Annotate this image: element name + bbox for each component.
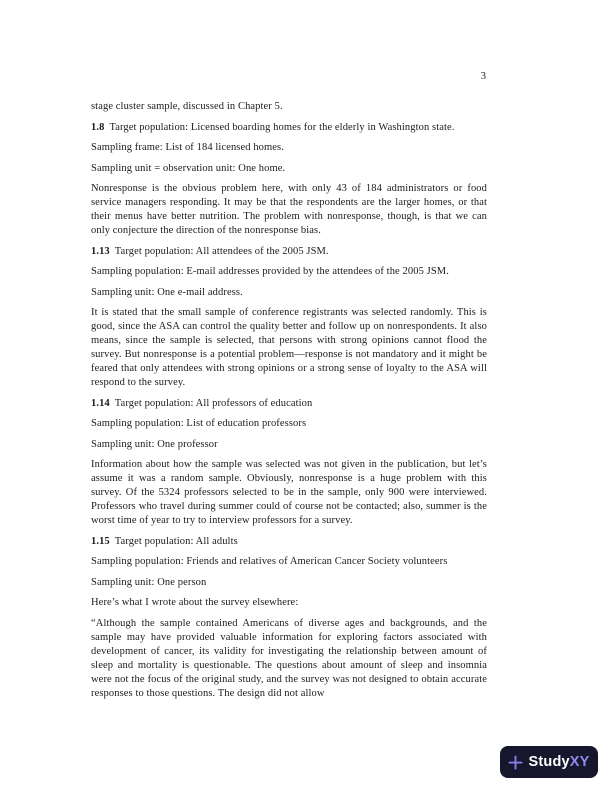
paragraph-text: stage cluster sample, discussed in Chapter 5. xyxy=(91,101,283,112)
paragraph-text: Sampling unit: One e-mail address. xyxy=(91,286,243,298)
paragraph xyxy=(91,141,487,155)
paragraph-text: Sampling unit: One person xyxy=(91,576,207,588)
section-paragraph xyxy=(91,397,487,411)
section-number: 1.15 xyxy=(91,535,110,547)
paragraph-text: Sampling population: List of education professors xyxy=(91,418,307,429)
paragraph-text: Target population: All attendees of the 2005 JSM. xyxy=(114,245,329,257)
section-number: 1.14 xyxy=(91,397,110,409)
paragraph-text: Target population: All professors of education xyxy=(114,397,313,409)
paragraph-text: Sampling unit: One professor xyxy=(91,438,218,450)
paragraph-text: Sampling unit = observation unit: One home. xyxy=(91,162,286,174)
plus-icon xyxy=(508,755,523,770)
paragraph xyxy=(91,182,487,238)
paragraph xyxy=(91,438,487,452)
section-paragraph xyxy=(91,535,487,549)
logo-text-xy: XY xyxy=(569,754,590,770)
section-number: 1.8 xyxy=(91,121,105,133)
paragraph-text: Nonresponse is the obvious problem here, with only 43 of 184 administrators or food service managers responding. It may be that the respondents are the larger homes, or that their menus have better nutrition. The problem with nonresponse, though, is that we can only conjecture the direction of the nonresponse bias. xyxy=(91,183,487,236)
paragraph xyxy=(91,417,487,431)
paragraph-text: Target population: Licensed boarding homes for the elderly in Washington state. xyxy=(109,121,455,133)
paragraph-text: Information about how the sample was selected was not given in the publication, but let’s assume it was a random sample. Obviously, nonresponse is a huge problem with this survey. Of the 5324 professors selected to be in the sample, only 900 were interviewed. Professors who travel during summer could of course not be contacted; also, summer is the worst time of year to try to interview professors for a survey. xyxy=(91,459,487,526)
paragraph xyxy=(91,576,487,590)
paragraph-text: Here’s what I wrote about the survey elsewhere: xyxy=(91,597,299,608)
paragraph-text: “Although the sample contained Americans of diverse ages and backgrounds, and the sample may have provided valuable information for exploring factors associated with development of cancer, its validity for investigating the relationship between amount of sleep and mortality is questionable. The questions about amount of sleep and insomnia were not the focus of the original study, and the survey was not designed to obtain accurate responses to those questions. The design did not allow xyxy=(91,617,487,699)
section-paragraph xyxy=(91,121,487,135)
paragraph xyxy=(91,100,487,114)
paragraph-text: Sampling frame: List of 184 licensed homes. xyxy=(91,142,284,153)
section-paragraph xyxy=(91,245,487,259)
paragraph xyxy=(91,458,487,528)
page-content xyxy=(91,100,487,707)
paragraph xyxy=(91,617,487,701)
logo-text-study: Study xyxy=(528,754,570,770)
studyxy-logo xyxy=(500,746,598,778)
paragraph xyxy=(91,286,487,300)
paragraph-text: It is stated that the small sample of conference registrants was selected randomly. This is good, since the ASA can control the quality better and follow up on nonrespondents. It also means, since the sample is selected, that persons with strong opinions cannot flood the survey. But nonresponse is a potential problem—response is not mandatory and it might be feared that only attendees with strong opinions or a strong sense of loyalty to the ASA will respond to the survey. xyxy=(91,307,487,388)
paragraph xyxy=(91,162,487,176)
logo-wordmark xyxy=(528,754,589,770)
page-number: 3 xyxy=(480,71,486,82)
paragraph xyxy=(91,596,487,610)
section-number: 1.13 xyxy=(91,245,110,257)
paragraph xyxy=(91,306,487,390)
paragraph xyxy=(91,265,487,279)
paragraph-text: Sampling population: Friends and relatives of American Cancer Society volunteers xyxy=(91,556,448,567)
paragraph xyxy=(91,555,487,569)
paragraph-text: Sampling population: E-mail addresses provided by the attendees of the 2005 JSM. xyxy=(91,266,449,277)
paragraph-text: Target population: All adults xyxy=(114,535,238,547)
